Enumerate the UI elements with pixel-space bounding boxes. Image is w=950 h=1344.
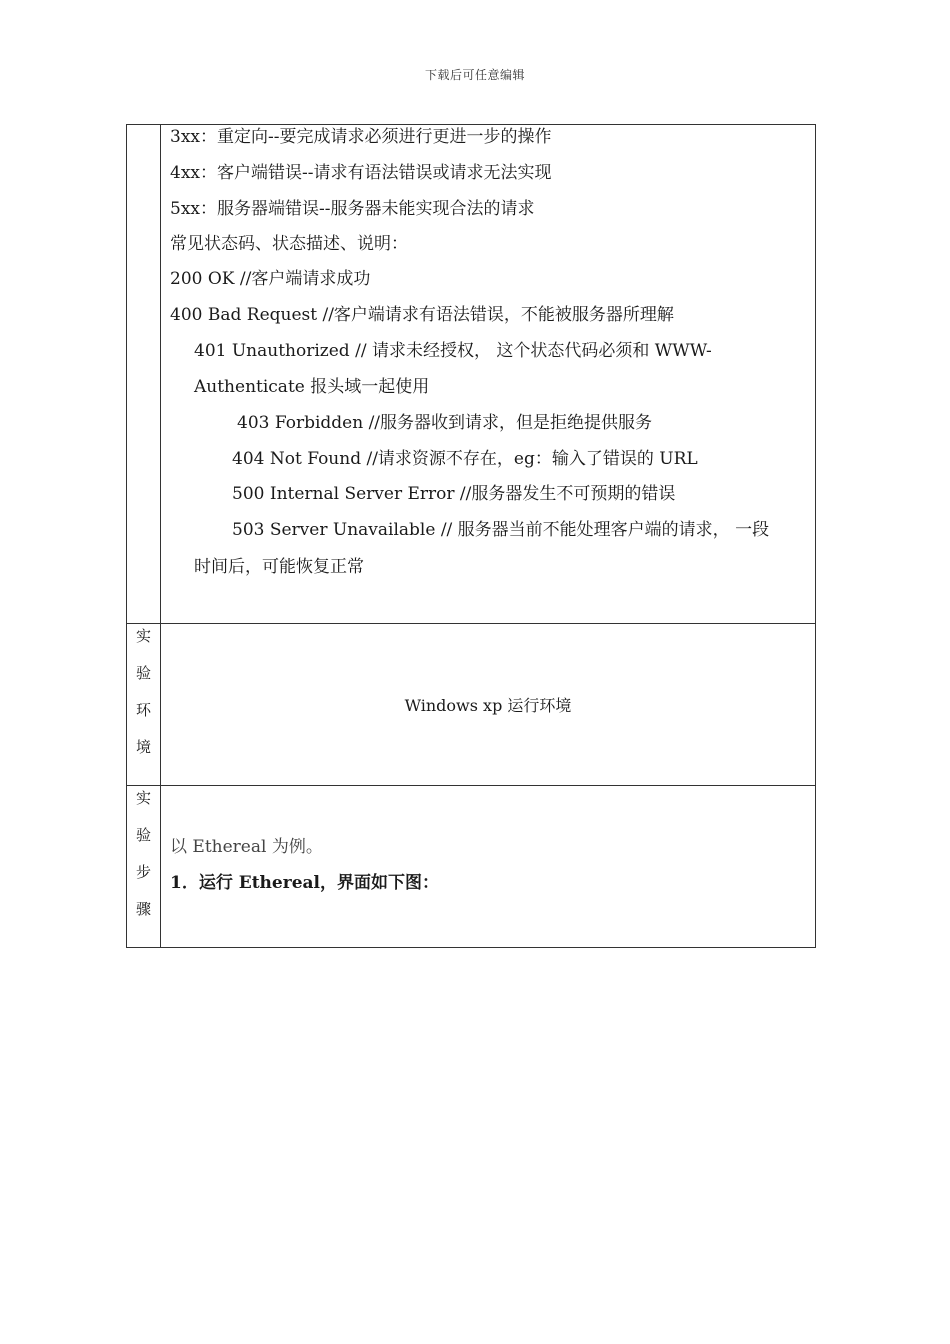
steps-label — [127, 786, 160, 921]
status-line-3xx: 3xx：重定向--要完成请求必须进行更进一步的操作 — [170, 127, 552, 147]
report-table — [126, 124, 816, 948]
status-line-404: 404 Not Found //请求资源不存在，eg：输入了错误的 URL — [232, 449, 698, 469]
environment-label-cell — [127, 624, 161, 786]
status-codes-cell — [161, 125, 816, 624]
status-label-cell — [127, 125, 161, 624]
steps-intro: 以 Ethereal 为例。 — [170, 837, 323, 857]
status-list-heading: 常见状态码、状态描述、说明： — [170, 234, 408, 254]
status-code-list — [161, 125, 815, 623]
environment-label-char: 实 — [135, 627, 151, 645]
steps-label-char: 骤 — [135, 900, 151, 918]
status-line-4xx: 4xx：客户端错误--请求有语法错误或请求无法实现 — [170, 163, 552, 183]
page-header: 下载后可任意编辑 — [424, 68, 525, 82]
status-line-5xx: 5xx：服务器端错误--服务器未能实现合法的请求 — [170, 199, 535, 219]
environment-label — [127, 624, 160, 759]
environment-label-char: 境 — [135, 738, 151, 756]
status-line-400: 400 Bad Request //客户端请求有语法错误，不能被服务器所理解 — [170, 305, 674, 325]
steps-content — [161, 786, 816, 948]
status-line-503: 503 Server Unavailable // 服务器当前不能处理客户端的请求， 一段 — [232, 520, 770, 540]
environment-label-char: 验 — [135, 664, 151, 682]
status-line-401-cont: Authenticate 报头域一起使用 — [194, 377, 430, 397]
steps-label-char: 验 — [135, 826, 151, 844]
step-1-heading: 1．运行 Ethereal，界面如下图： — [170, 873, 439, 893]
status-codes-row — [127, 125, 816, 624]
steps-label-char: 实 — [135, 789, 151, 807]
environment-content: Windows xp 运行环境 — [161, 624, 816, 786]
steps-row — [127, 786, 816, 948]
status-line-403: 403 Forbidden //服务器收到请求，但是拒绝提供服务 — [237, 413, 653, 433]
steps-label-char: 步 — [135, 863, 151, 881]
status-line-401: 401 Unauthorized // 请求未经授权， 这个状态代码必须和 WWW- — [194, 341, 712, 361]
environment-label-char: 环 — [135, 701, 151, 719]
status-line-500: 500 Internal Server Error //服务器发生不可预期的错误 — [232, 484, 676, 504]
status-line-200: 200 OK //客户端请求成功 — [170, 269, 371, 289]
environment-row — [127, 624, 816, 786]
steps-label-cell — [127, 786, 161, 948]
status-line-503-cont: 时间后，可能恢复正常 — [194, 557, 364, 577]
